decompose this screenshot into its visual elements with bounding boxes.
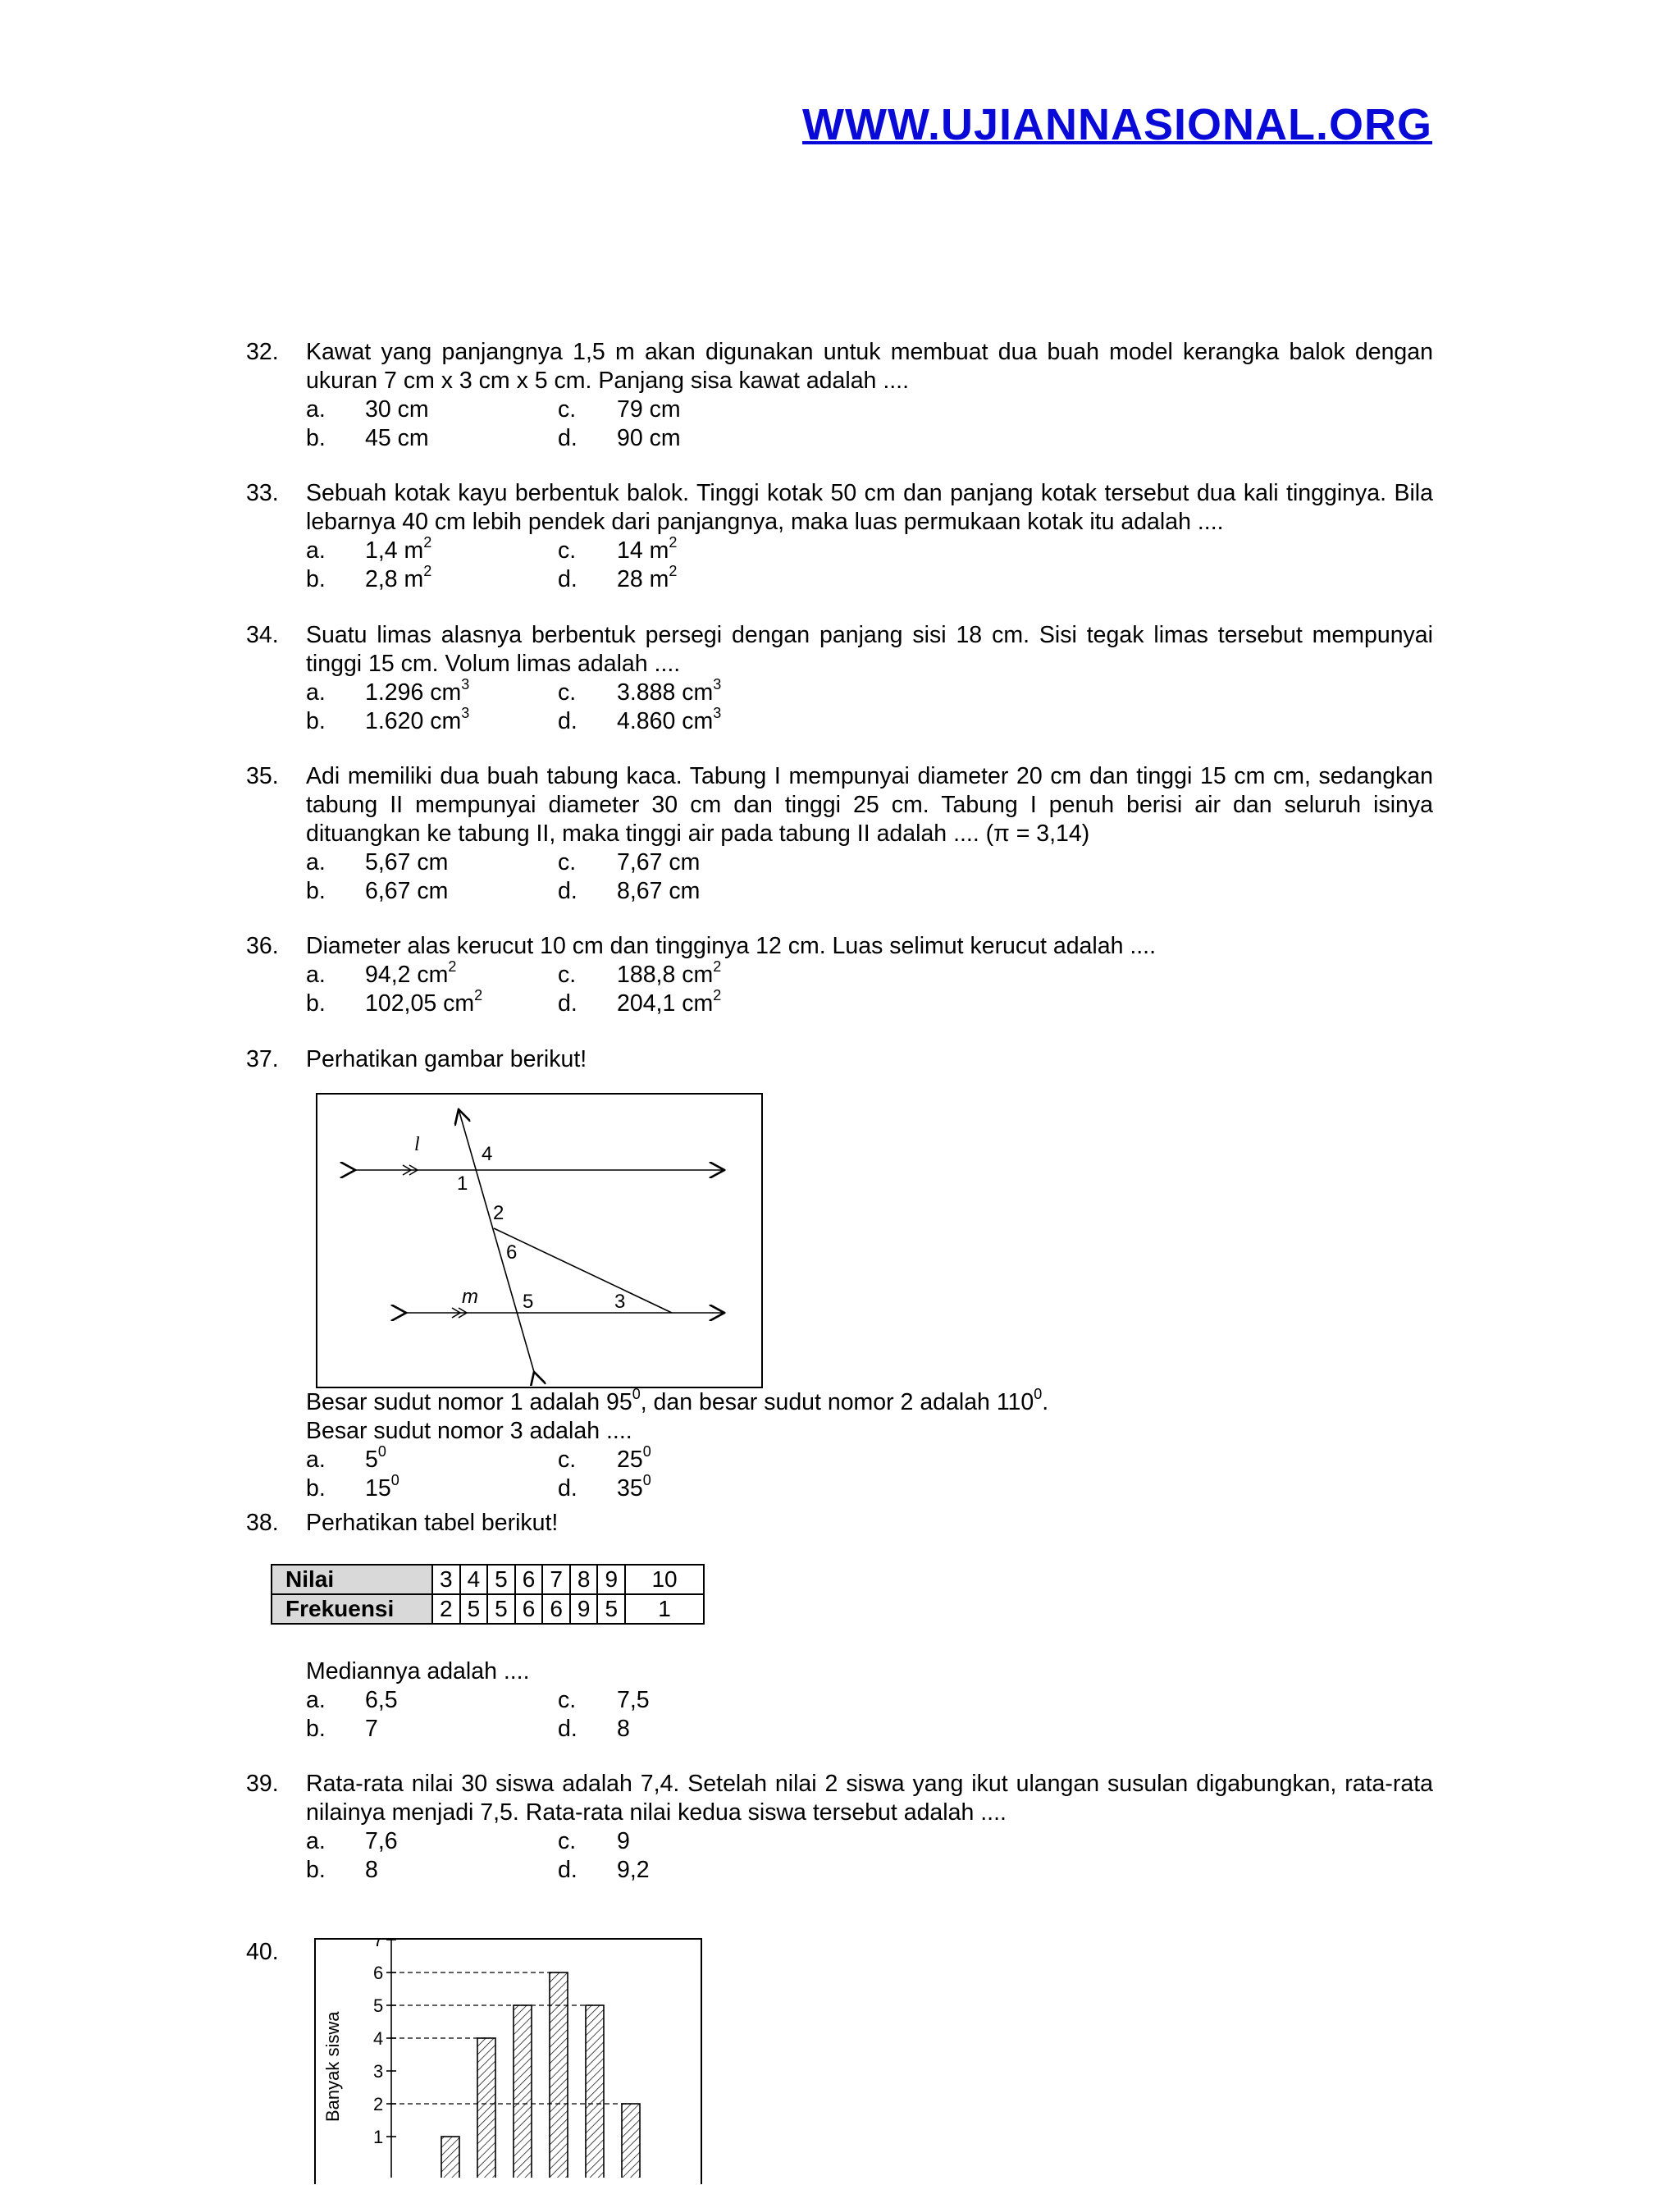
option-letter: c. xyxy=(558,537,577,564)
option-value xyxy=(617,877,700,906)
option-letter: b. xyxy=(306,708,326,734)
y-tick-label: 4 xyxy=(373,2028,384,2049)
bar-6 xyxy=(622,2104,640,2178)
question-33 xyxy=(246,479,1433,594)
option-letter: d. xyxy=(558,878,578,904)
table-cell: 8 xyxy=(570,1565,598,1594)
option-value-text: 25 xyxy=(617,1447,643,1473)
option-value-text: 45 cm xyxy=(365,425,429,451)
option-value-text: 7,67 cm xyxy=(617,849,701,875)
table-cell: 5 xyxy=(487,1565,515,1594)
option-value-text: 7,5 xyxy=(617,1687,650,1713)
option-superscript: 0 xyxy=(642,1442,651,1460)
option-value xyxy=(365,958,457,990)
question-number: 35. xyxy=(246,763,279,789)
option-letter: b. xyxy=(306,425,326,451)
table-cell: 6 xyxy=(515,1565,543,1594)
angle-label-6: 6 xyxy=(506,1241,518,1264)
option-superscript: 2 xyxy=(474,986,483,1003)
options-33 xyxy=(306,533,1433,594)
question-number: 34. xyxy=(246,622,279,648)
option-value-text: 6,5 xyxy=(365,1687,398,1713)
option-superscript: 2 xyxy=(669,533,678,551)
option-row xyxy=(306,424,1433,453)
angle-label-3: 3 xyxy=(614,1291,626,1313)
question-number: 37. xyxy=(246,1046,279,1072)
question-text: Rata-rata nilai 30 siswa adalah 7,4. Setelah nilai 2 siswa yang ikut ulangan susulan digabungkan, rata-rata nilainya menjadi 7,5. Rata-rata nilai kedua siswa tersebut adalah .... xyxy=(306,1771,1433,1826)
bar-1 xyxy=(441,2137,459,2178)
bar-4 xyxy=(550,1972,568,2178)
question-text: Perhatikan tabel berikut! xyxy=(306,1510,559,1536)
question-text: Suatu limas alasnya berbentuk persegi dengan panjang sisi 18 cm. Sisi tegak limas tersebut mempunyai tinggi 15 cm. Volum limas adalah .... xyxy=(306,622,1433,677)
option-value-text: 5,67 cm xyxy=(365,849,449,875)
option-value xyxy=(365,877,448,906)
degree-sup-2: 0 xyxy=(1034,1385,1043,1402)
option-value xyxy=(617,848,700,877)
options-34 xyxy=(306,675,1433,736)
question-38 xyxy=(246,1509,1433,1538)
option-value xyxy=(365,675,470,707)
question-text: Adi memiliki dua buah tabung kaca. Tabung I mempunyai diameter 20 cm dan tinggi 15 cm cm, sedangkan tabung II mempunyai diameter 30 cm dan tinggi 25 cm. Tabung I penuh berisi air dan seluruh isinya dituangkan ke tabung II, maka tinggi air pada tabung II adalah .... (π = 3,14) xyxy=(306,763,1433,847)
option-value-text: 15 xyxy=(365,1475,391,1502)
option-row xyxy=(306,986,1433,1018)
table-cell: 5 xyxy=(460,1594,488,1624)
y-tick-label: 6 xyxy=(373,1963,384,1983)
option-letter: a. xyxy=(306,849,326,875)
table-cell: 1 xyxy=(625,1594,704,1624)
option-value-text: 3.888 cm xyxy=(617,679,714,706)
table-row-nilai xyxy=(272,1565,704,1594)
option-letter: c. xyxy=(558,1828,577,1854)
option-value-text: 6,67 cm xyxy=(365,878,449,904)
option-letter: c. xyxy=(558,1447,577,1473)
table-cell: 6 xyxy=(542,1594,570,1624)
option-value-text: 35 xyxy=(617,1475,643,1502)
option-superscript: 0 xyxy=(390,1471,399,1488)
option-value xyxy=(617,533,678,565)
option-letter: b. xyxy=(306,566,326,592)
angle-info-c: . xyxy=(1042,1389,1049,1415)
option-row xyxy=(306,1686,1433,1715)
question-37 xyxy=(246,1045,1433,1074)
parallel-lines-diagram xyxy=(317,1095,760,1386)
y-tick-label: 2 xyxy=(373,2094,384,2114)
question-38-prompt-block xyxy=(246,1657,1433,1744)
option-row xyxy=(306,877,1433,906)
option-letter: d. xyxy=(558,566,578,592)
option-superscript: 2 xyxy=(669,562,678,579)
option-superscript: 0 xyxy=(642,1471,651,1488)
option-row xyxy=(306,533,1433,565)
option-letter: a. xyxy=(306,962,326,988)
table-header-frekuensi: Frekuensi xyxy=(272,1594,432,1624)
bar-3 xyxy=(514,2005,532,2178)
question-text: Kawat yang panjangnya 1,5 m akan digunakan untuk membuat dua buah model kerangka balok dengan ukuran 7 cm x 3 cm x 5 cm. Panjang sisa kawat adalah .... xyxy=(306,339,1433,394)
question-38-prompt: Mediannya adalah .... xyxy=(306,1658,530,1684)
angle-info-line xyxy=(306,1385,1433,1417)
question-37-continuation xyxy=(246,1385,1433,1503)
options-36 xyxy=(306,958,1433,1018)
y-tick-label: 3 xyxy=(373,2061,384,2082)
angle-label-1: 1 xyxy=(457,1172,468,1195)
option-value-text: 102,05 cm xyxy=(365,990,475,1017)
option-row xyxy=(306,704,1433,736)
table-cell: 6 xyxy=(515,1594,543,1624)
options-37 xyxy=(306,1442,1433,1503)
option-letter: d. xyxy=(558,708,578,734)
option-value xyxy=(617,675,722,707)
degree-sup-1: 0 xyxy=(632,1385,641,1402)
y-tick-label: 5 xyxy=(373,1995,384,2016)
option-value-text: 1.296 cm xyxy=(365,679,462,706)
table-cell: 4 xyxy=(460,1565,488,1594)
option-row xyxy=(306,562,1433,594)
table-cell: 3 xyxy=(432,1565,460,1594)
option-value xyxy=(617,958,722,990)
option-row xyxy=(306,1471,1433,1503)
option-value-text: 188,8 cm xyxy=(617,962,714,988)
table-cell: 10 xyxy=(625,1565,704,1594)
option-letter: b. xyxy=(306,1716,326,1742)
option-value-text: 9,2 xyxy=(617,1857,650,1883)
angle-label-5: 5 xyxy=(523,1291,534,1313)
option-letter: b. xyxy=(306,990,326,1017)
question-32 xyxy=(246,338,1433,453)
option-letter: d. xyxy=(558,1475,578,1502)
option-letter: c. xyxy=(558,1687,577,1713)
option-superscript: 3 xyxy=(713,675,722,693)
option-value-text: 28 m xyxy=(617,566,669,592)
y-axis-label: Banyak siswa xyxy=(322,2011,343,2122)
option-value xyxy=(365,1686,398,1715)
question-number: 38. xyxy=(246,1510,279,1536)
option-value-text: 14 m xyxy=(617,537,669,564)
table-cell: 9 xyxy=(570,1594,598,1624)
transversal-line xyxy=(459,1109,534,1372)
option-value-text: 8 xyxy=(365,1857,378,1883)
question-number: 36. xyxy=(246,933,279,959)
table-cell: 5 xyxy=(487,1594,515,1624)
option-value xyxy=(617,1442,651,1474)
table-cell: 7 xyxy=(542,1565,570,1594)
option-letter: d. xyxy=(558,1716,578,1742)
question-36 xyxy=(246,932,1433,1018)
option-superscript: 3 xyxy=(461,675,470,693)
option-value xyxy=(365,1827,398,1856)
option-row xyxy=(306,1827,1433,1856)
option-value-text: 204,1 cm xyxy=(617,990,714,1017)
site-url-link[interactable]: WWW.UJIANNASIONAL.ORG xyxy=(802,100,1432,149)
option-value xyxy=(365,1856,378,1885)
option-superscript: 0 xyxy=(377,1442,386,1460)
question-text: Diameter alas kerucut 10 cm dan tingginya 12 cm. Luas selimut kerucut adalah .... xyxy=(306,933,1157,959)
bar-chart xyxy=(316,1940,701,2178)
option-value xyxy=(617,424,681,453)
option-value xyxy=(617,395,681,424)
question-34 xyxy=(246,621,1433,736)
question-35 xyxy=(246,762,1433,906)
option-value xyxy=(365,424,429,453)
option-letter: b. xyxy=(306,1857,326,1883)
question-37-prompt: Besar sudut nomor 3 adalah .... xyxy=(306,1418,632,1444)
option-value-text: 30 cm xyxy=(365,396,429,423)
options-32 xyxy=(306,395,1433,453)
bar-2 xyxy=(477,2038,495,2178)
question-number: 39. xyxy=(246,1771,279,1797)
question-number: 40. xyxy=(246,1939,279,1965)
option-value xyxy=(617,1856,650,1885)
option-value xyxy=(617,1471,651,1503)
option-superscript: 2 xyxy=(713,986,722,1003)
option-value xyxy=(365,395,429,424)
option-value-text: 4.860 cm xyxy=(617,708,714,734)
option-value xyxy=(365,562,432,594)
option-value xyxy=(365,848,448,877)
question-number: 33. xyxy=(246,480,279,506)
option-letter: d. xyxy=(558,425,578,451)
option-letter: b. xyxy=(306,1475,326,1502)
option-superscript: 2 xyxy=(448,958,457,975)
table-cell: 9 xyxy=(597,1565,625,1594)
angle-info-b: , dan besar sudut nomor 2 adalah 110 xyxy=(640,1389,1034,1415)
option-superscript: 2 xyxy=(423,533,432,551)
option-superscript: 2 xyxy=(423,562,432,579)
option-letter: c. xyxy=(558,962,577,988)
option-value-text: 8 xyxy=(617,1716,630,1742)
question-text: Sebuah kotak kayu berbentuk balok. Tinggi kotak 50 cm dan panjang kotak tersebut dua kali tingginya. Bila lebarnya 40 cm lebih pendek dari panjangnya, maka luas permukaan kotak itu adalah .... xyxy=(306,480,1433,535)
frequency-table xyxy=(271,1564,705,1625)
label-l: l xyxy=(414,1134,420,1155)
y-tick-label: 7 xyxy=(373,1940,384,1950)
option-superscript: 3 xyxy=(713,704,722,721)
option-value xyxy=(365,1471,399,1503)
triangle-side xyxy=(494,1228,672,1313)
options-38 xyxy=(306,1686,1433,1744)
option-letter: c. xyxy=(558,396,577,423)
options-39 xyxy=(306,1827,1433,1885)
option-letter: c. xyxy=(558,849,577,875)
option-value xyxy=(617,986,722,1018)
option-row xyxy=(306,675,1433,707)
option-value-text: 7 xyxy=(365,1716,378,1742)
question-number: 32. xyxy=(246,339,279,365)
option-value-text: 2,8 m xyxy=(365,566,424,592)
option-row xyxy=(306,1856,1433,1885)
y-tick-label: 1 xyxy=(373,2127,384,2147)
option-value xyxy=(617,1715,630,1744)
option-value-text: 90 cm xyxy=(617,425,681,451)
option-letter: a. xyxy=(306,396,326,423)
option-letter: a. xyxy=(306,537,326,564)
option-letter: a. xyxy=(306,1828,326,1854)
option-row xyxy=(306,1442,1433,1474)
option-value-text: 5 xyxy=(365,1447,378,1473)
options-35 xyxy=(306,848,1433,906)
option-value xyxy=(365,986,483,1018)
option-row xyxy=(306,848,1433,877)
table-cell: 2 xyxy=(432,1594,460,1624)
option-letter: d. xyxy=(558,1857,578,1883)
table-cell: 5 xyxy=(597,1594,625,1624)
geometry-figure xyxy=(316,1093,763,1388)
option-letter: a. xyxy=(306,679,326,706)
label-m: m xyxy=(462,1286,478,1308)
angle-label-4: 4 xyxy=(482,1143,493,1165)
option-value-text: 8,67 cm xyxy=(617,878,701,904)
option-superscript: 2 xyxy=(713,958,722,975)
option-letter: b. xyxy=(306,878,326,904)
table-row-frekuensi xyxy=(272,1594,704,1624)
table-header-nilai: Nilai xyxy=(272,1565,432,1594)
angle-info-a: Besar sudut nomor 1 adalah 95 xyxy=(306,1389,632,1415)
option-row xyxy=(306,395,1433,424)
option-letter: a. xyxy=(306,1687,326,1713)
option-value-text: 79 cm xyxy=(617,396,681,423)
option-value-text: 1.620 cm xyxy=(365,708,462,734)
option-value-text: 1,4 m xyxy=(365,537,424,564)
option-value-text: 7,6 xyxy=(365,1828,398,1854)
question-39 xyxy=(246,1770,1433,1885)
option-value xyxy=(617,1827,630,1856)
question-text: Perhatikan gambar berikut! xyxy=(306,1046,587,1072)
option-letter: a. xyxy=(306,1447,326,1473)
option-value xyxy=(617,704,722,736)
bar-5 xyxy=(586,2005,604,2178)
option-value xyxy=(617,1686,650,1715)
option-row xyxy=(306,1715,1433,1744)
option-superscript: 3 xyxy=(461,704,470,721)
option-letter: c. xyxy=(558,679,577,706)
bar-chart-frame xyxy=(314,1938,702,2184)
option-value-text: 94,2 cm xyxy=(365,962,449,988)
option-value-text: 9 xyxy=(617,1828,630,1854)
option-value xyxy=(365,1715,378,1744)
angle-label-2: 2 xyxy=(493,1202,504,1224)
option-row xyxy=(306,958,1433,990)
option-letter: d. xyxy=(558,990,578,1017)
option-value xyxy=(617,562,678,594)
option-value xyxy=(365,1442,386,1474)
option-value xyxy=(365,533,432,565)
option-value xyxy=(365,704,470,736)
